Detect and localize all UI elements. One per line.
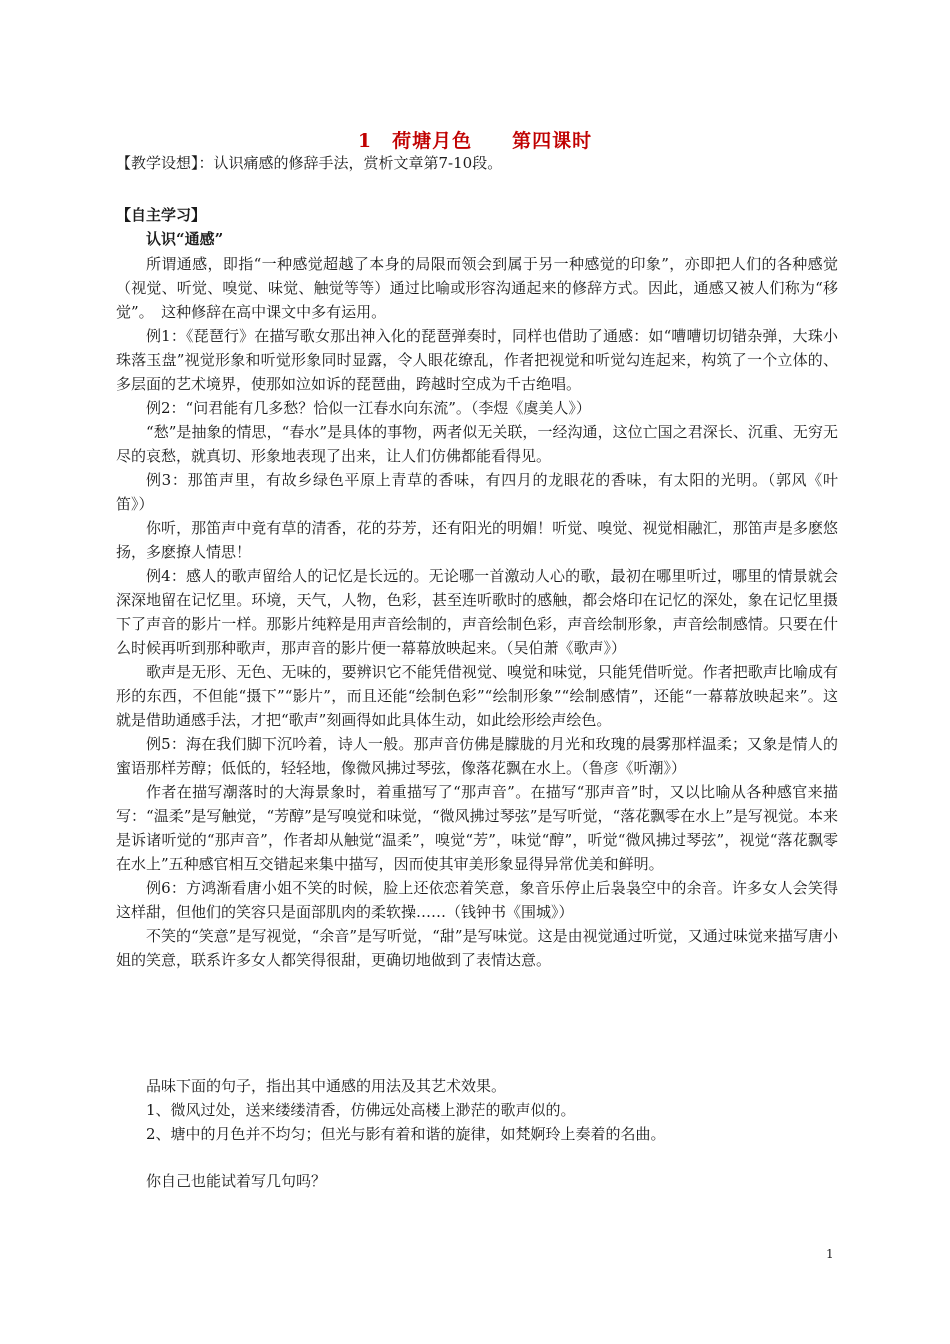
paragraph-example-4: 例4：感人的歌声留给人的记忆是长远的。无论哪一首激动人心的歌，最初在哪里听过，哪里的情景就会深深地留在记忆里。环境，天气，人物，色彩，甚至连听歌时的感触，都会烙印在记忆的深处，象在记忆里摄下了声音的影片一样。那影片纯粹是用声音绘制的，声音绘制色彩，声音绘制形象，声音绘制感情。只要在什么时候再听到那种歌声，那声音的影片便一幕幕放映起来。（吴伯萧《歌声》） (116, 567, 838, 657)
paragraph-analysis-5: 作者在描写潮落时的大海景象时，着重描写了“那声音”。在描写“那声音”时，又以比喻从各种感官来描写：“温柔”是写触觉，“芳醇”是写嗅觉和味觉，“微风拂过琴弦”是写听觉，“落花飘零在水上”是写视觉。本来是诉诸听觉的“那声音”，作者却从触觉“温柔”，嗅觉“芳”，味觉“醇”，听觉“微风拂过琴弦”，视觉“落花飘零在水上”五种感官相互交错起来集中描写，因而使其审美形象显得异常优美和鲜明。 (116, 783, 838, 873)
exercise-prompt: 品味下面的句子，指出其中通感的用法及其艺术效果。 (146, 1077, 507, 1095)
paragraph-example-2: 例2：“问君能有几多愁？恰似一江春水向东流”。（李煜《虞美人》） (146, 399, 591, 417)
synesthesia-subheading: 认识“通感” (146, 230, 224, 248)
paragraph-analysis-4: 歌声是无形、无色、无味的，要辨识它不能凭借视觉、嗅觉和味觉，只能凭借听觉。作者把歌声比喻成有形的东西，不但能“摄下”“影片”，而且还能“绘制色彩”“绘制形象”“绘制感情”，还能“一幕幕放映起来”。这就是借助通感手法，才把“歌声”刻画得如此具体生动，如此绘形绘声绘色。 (116, 663, 838, 729)
exercise-item-1: 1、微风过处，送来缕缕清香，仿佛远处高楼上渺茫的歌声似的。 (146, 1101, 576, 1119)
teaching-setup: 【教学设想】：认识痛感的修辞手法，赏析文章第7-10段。 (116, 154, 503, 172)
paragraph-analysis-2: “愁”是抽象的情思，“春水”是具体的事物，两者似无关联，一经沟通，这位亡国之君深长、沉重、无穷无尽的哀愁，就真切、形象地表现了出来，让人们仿佛都能看得见。 (116, 423, 838, 465)
body-text (116, 252, 838, 972)
self-study-heading: 【自主学习】 (116, 206, 207, 224)
paragraph-analysis-6: 不笑的“笑意”是写视觉，“余音”是写听觉，“甜”是写味觉。这是由视觉通过听觉，又通过味觉来描写唐小姐的笑意，联系许多女人都笑得很甜，更确切地做到了表情达意。 (116, 927, 838, 969)
paragraph-example-3: 例3：那笛声里，有故乡绿色平原上青草的香味，有四月的龙眼花的香味，有太阳的光明。（郭风《叶笛》） (116, 471, 838, 513)
paragraph-analysis-3: 你听，那笛声中竟有草的清香，花的芬芳，还有阳光的明媚！听觉、嗅觉、视觉相融汇，那笛声是多麽悠扬，多麽撩人情思！ (116, 519, 838, 561)
paragraph-definition: 所谓通感，即指“一种感觉超越了本身的局限而领会到属于另一种感觉的印象”，亦即把人们的各种感觉（视觉、听觉、嗅觉、味觉、触觉等等）通过比喻或形容沟通起来的修辞方式。因此，通感又被人们称为“移觉”。 这种修辞在高中课文中多有运用。 (116, 255, 838, 321)
page-title: 1 荷塘月色 第四课时 (357, 130, 593, 152)
paragraph-example-6: 例6：方鸿渐看唐小姐不笑的时候，脸上还依恋着笑意，象音乐停止后袅袅空中的余音。许多女人会笑得这样甜，但他们的笑容只是面部肌肉的柔软操……（钱钟书《围城》） (116, 879, 838, 921)
exercise-section (146, 1074, 836, 1146)
try-it-prompt: 你自己也能试着写几句吗？ (146, 1172, 327, 1190)
paragraph-example-5: 例5：海在我们脚下沉吟着，诗人一般。那声音仿佛是朦胧的月光和玫瑰的晨雾那样温柔；又象是情人的蜜语那样芳醇；低低的，轻轻地，像微风拂过琴弦，像落花飘在水上。（鲁彦《听潮》） (116, 735, 838, 777)
page-number: 1 (826, 1247, 834, 1261)
exercise-item-2: 2、塘中的月色并不均匀；但光与影有着和谐的旋律，如梵婀玲上奏着的名曲。 (146, 1125, 666, 1143)
paragraph-example-1: 例1：《琵琶行》在描写歌女那出神入化的琵琶弹奏时，同样也借助了通感：如“嘈嘈切切错杂弹，大珠小珠落玉盘”视觉形象和听觉形象同时显露，令人眼花缭乱，作者把视觉和听觉勾连起来，构筑了一个立体的、多层面的艺术境界，使那如泣如诉的琵琶曲，跨越时空成为千古绝唱。 (116, 327, 838, 393)
